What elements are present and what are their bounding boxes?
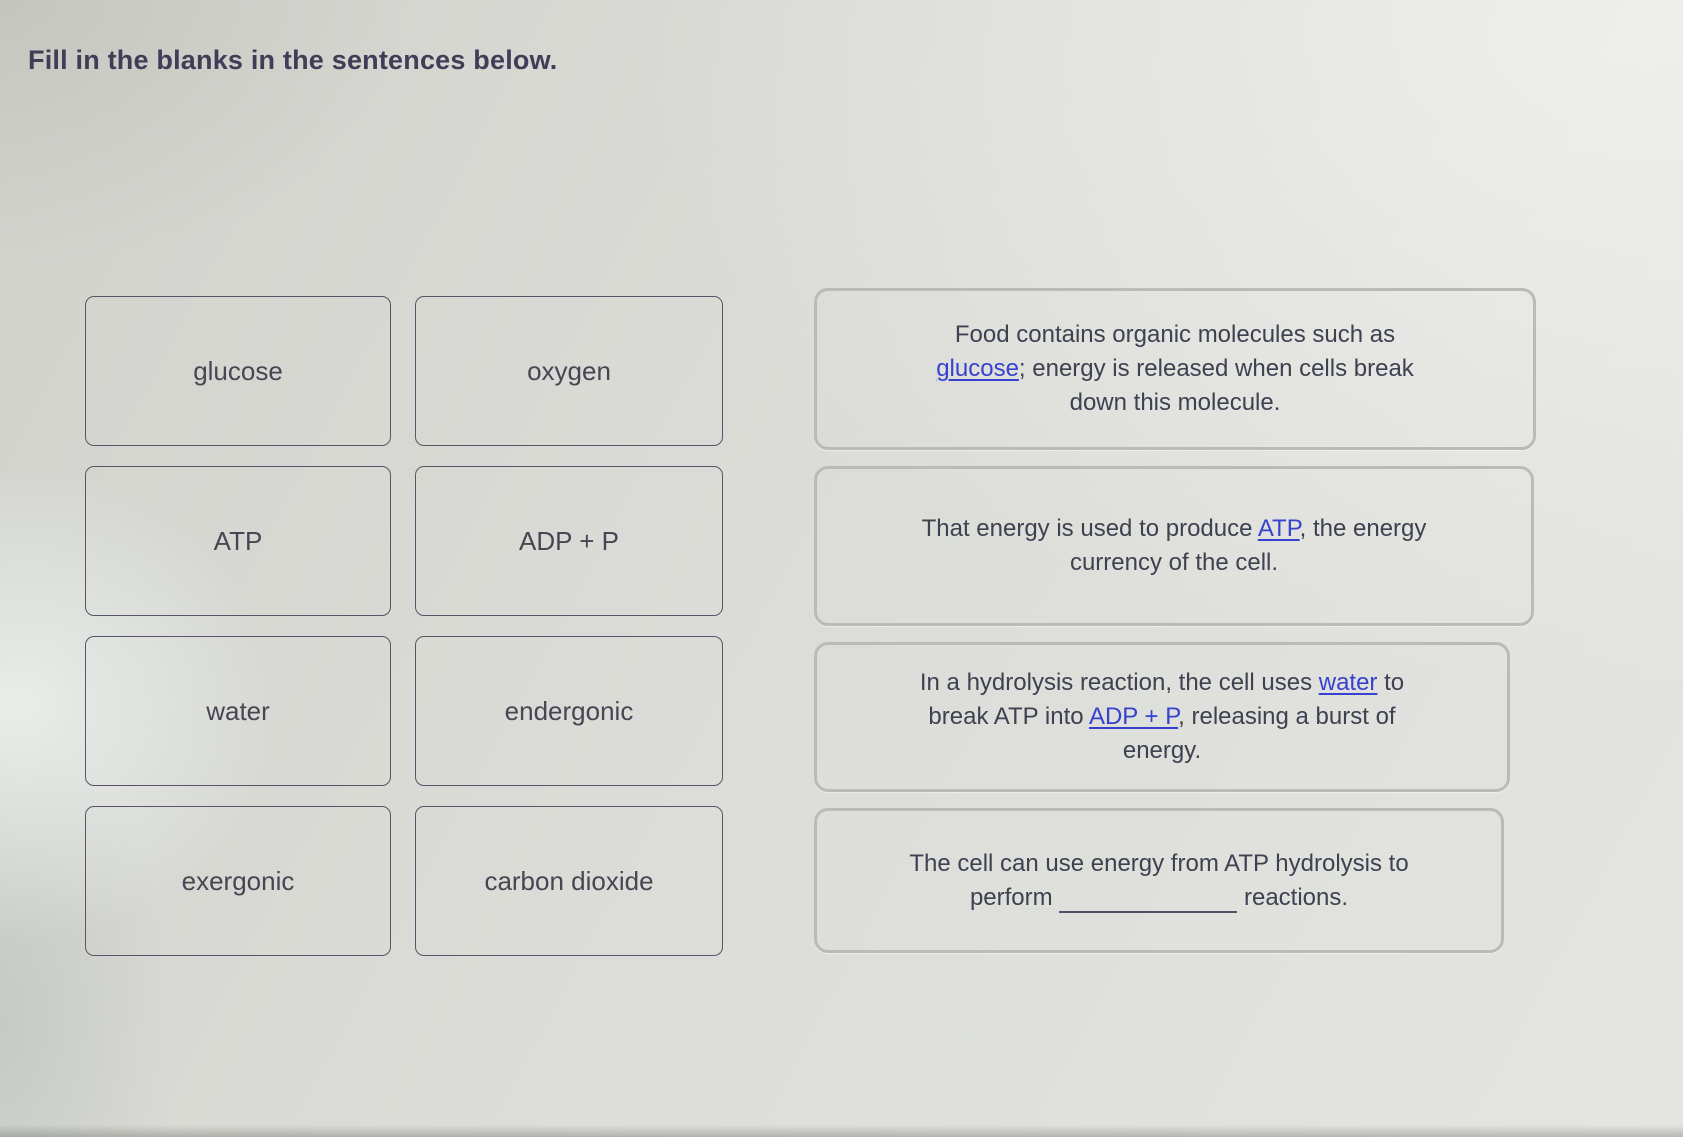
answer-blank[interactable] <box>1059 887 1237 913</box>
sentence-text <box>895 666 1430 768</box>
sentence-text <box>907 512 1442 580</box>
page-title: Fill in the blanks in the sentences below. <box>28 45 558 76</box>
sentence-segment: ; energy is released when cells break down this molecule. <box>1018 355 1414 416</box>
word-bank-item-oxygen[interactable] <box>415 296 723 446</box>
sentence-text <box>892 847 1427 915</box>
sentence-list <box>814 288 1538 953</box>
sentence-card-2 <box>814 466 1534 626</box>
word-bank-item-label: endergonic <box>504 695 634 726</box>
word-bank-item-glucose[interactable] <box>85 296 391 446</box>
word-bank <box>85 296 725 956</box>
sentence-segment: reactions. <box>1237 883 1349 911</box>
filled-answer-water[interactable]: water <box>1318 669 1378 696</box>
sentence-text <box>908 318 1443 420</box>
word-bank-item-label: exergonic <box>181 865 295 896</box>
filled-answer-glucose[interactable]: glucose <box>936 355 1019 382</box>
sentence-segment: Food contains organic molecules such as <box>954 321 1396 348</box>
word-bank-item-label: ADP + P <box>519 525 619 556</box>
word-bank-item-label: ATP <box>213 525 263 556</box>
word-bank-item-water[interactable] <box>85 636 391 786</box>
sentence-card-1 <box>814 288 1536 450</box>
word-bank-item-adp-p[interactable] <box>415 466 723 616</box>
sentence-segment: In a hydrolysis reaction, the cell uses <box>919 669 1319 696</box>
sentence-segment: That energy is used to produce <box>921 515 1258 542</box>
word-bank-item-carbon-dioxide[interactable] <box>415 806 723 956</box>
word-bank-item-label: carbon dioxide <box>484 865 654 896</box>
word-bank-item-endergonic[interactable] <box>415 636 723 786</box>
sentence-segment: to break ATP into <box>928 669 1405 730</box>
word-bank-item-label: glucose <box>193 355 283 386</box>
word-bank-item-atp[interactable] <box>85 466 391 616</box>
word-bank-item-label: oxygen <box>527 355 611 386</box>
word-bank-item-exergonic[interactable] <box>85 806 391 956</box>
sentence-segment: , the energy currency of the cell. <box>1069 515 1427 576</box>
sentence-card-4 <box>814 808 1504 953</box>
filled-answer-atp[interactable]: ATP <box>1257 515 1300 542</box>
sentence-segment: The cell can use energy from ATP hydrolysis to perform <box>909 849 1409 911</box>
word-bank-item-label: water <box>206 695 270 726</box>
filled-answer-adp-p[interactable]: ADP + P <box>1088 703 1179 730</box>
sentence-card-3 <box>814 642 1510 792</box>
sentence-segment: , releasing a burst of energy. <box>1122 703 1396 764</box>
